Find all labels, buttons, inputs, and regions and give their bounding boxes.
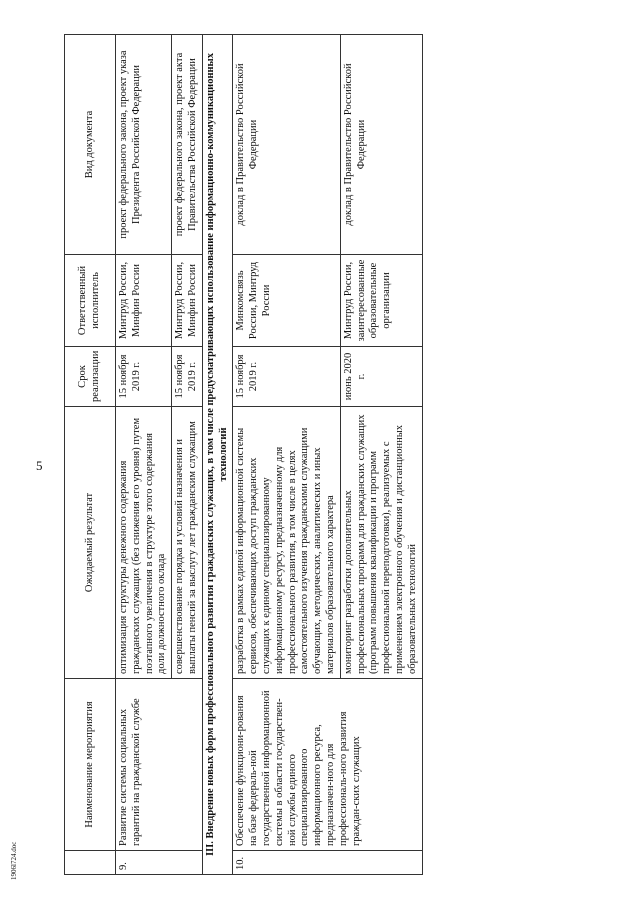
section-heading: III. Внедрение новых форм профессионального развития гражданских служащих, в том числе предусматривающих использование информационно-коммуникационных технологий (202, 35, 233, 875)
rotated-document-table (64, 35, 544, 875)
table-row (116, 35, 172, 875)
header-deadline: Срок реализации (65, 347, 116, 407)
document-type: проект федерального закона, проект указа Президента Российской Федерации (116, 35, 172, 255)
table-row (233, 35, 340, 875)
expected-result: оптимизация структуры денежного содержания гражданских служащих (без снижения его уровня) путем поэтапного увеличения в структуре этого содержания доли должностного оклада (116, 407, 172, 679)
row-number: 9. (116, 851, 203, 875)
deadline: 15 ноября 2019 г. (172, 347, 203, 407)
header-event-name: Наименование мероприятия (65, 679, 116, 851)
document-type: проект федерального закона, проект акта Правительства Российской Федерации (172, 35, 203, 255)
footer-file-code-text: 1906l724.doc (10, 841, 18, 880)
event-name: Развитие системы социальных гарантий на гражданской службе (116, 679, 203, 851)
responsible: Минтруд России, Минфин России (172, 255, 203, 347)
header-document-type: Вид документа (65, 35, 116, 255)
expected-result: мониторинг разработки дополнительных профессиональных программ для гражданских служащих (программ повышения квалификации и программ профессиональной переподготовки), реализуемых с применением электронного обучения и дистанционных образовательных технологий (340, 407, 422, 679)
header-expected-result: Ожидаемый результат (65, 407, 116, 679)
expected-result: совершенствование порядка и условий назначения и выплаты пенсий за выслугу лет гражданским служащим (172, 407, 203, 679)
document-type: доклад в Правительство Российской Федерации (233, 35, 340, 255)
expected-result: разработка в рамках единой информационной системы сервисов, обеспечивающих доступ гражданских служащих к единому специализированному информационному ресурсу, предназначенному для профессионального развития, в том числе в целях самостоятельного изучения гражданскими служащими обучающих, методических, аналитических и иных материалов образовательного характера (233, 407, 340, 679)
event-name: Обеспечение функциони-рования на базе федераль-ной государственной информационной системы в области государствен-ной службы единого специализированного информационного ресурса, предназначен-ного для профессиональ-ного развития граждан-ских служащих (233, 679, 422, 851)
deadline: июнь 2020 г. (340, 347, 422, 407)
header-responsible: Ответственный исполнитель (65, 255, 116, 347)
table-header-row (65, 35, 116, 875)
responsible: Минтруд России, Минфин России (116, 255, 172, 347)
responsible: Минтруд России, заинтересованные образовательные организации (340, 255, 422, 347)
deadline: 15 ноября 2019 г. (233, 347, 340, 407)
responsible: Минкомсвязь России, Минтруд России (233, 255, 340, 347)
deadline: 15 ноября 2019 г. (116, 347, 172, 407)
document-type: доклад в Правительство Российской Федерации (340, 35, 422, 255)
header-number (65, 851, 116, 875)
plan-table (64, 34, 423, 875)
section-row (202, 35, 233, 875)
page-number: 5 (36, 458, 43, 473)
row-number: 10. (233, 851, 422, 875)
